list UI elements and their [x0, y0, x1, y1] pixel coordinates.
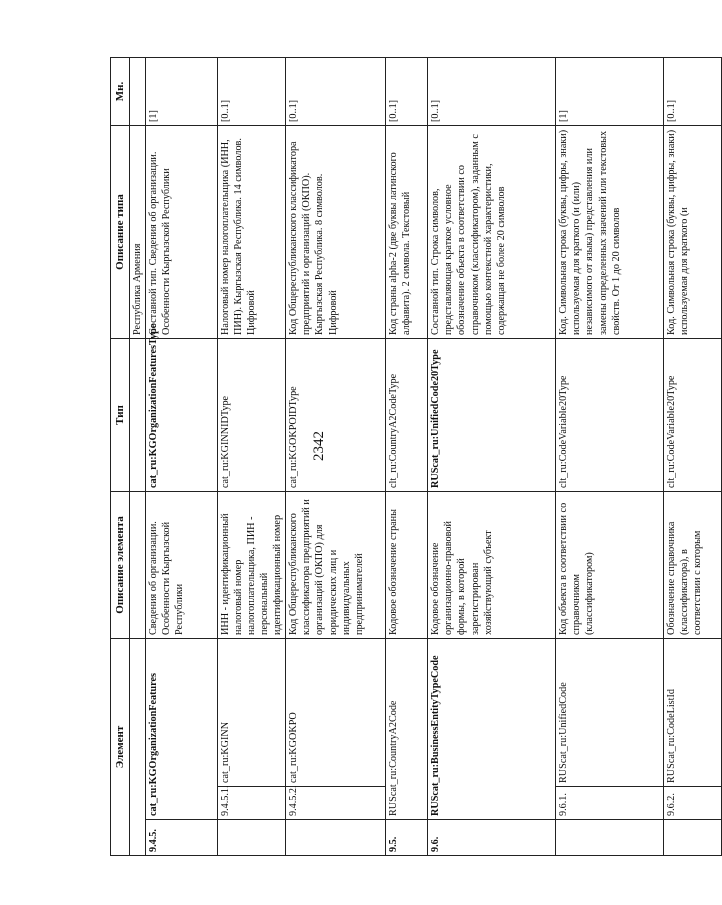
type-name-cell: clt_ru:CodeVariable20Type — [664, 339, 722, 492]
header-type-description: Описание типа — [111, 126, 130, 339]
table-row — [218, 58, 286, 856]
multiplicity-cell: [0..1] — [428, 58, 556, 126]
type-description-cell: Налоговый номер налогоплательщика (ИНН, ПИН). Кыргызская Республика. 14 символов. Цифровой — [218, 126, 286, 339]
header-multiplicity: Мн. — [111, 58, 130, 126]
table-row — [664, 58, 722, 856]
type-name-cell: cat_ru:KGOrganizationFeaturesType — [146, 339, 218, 492]
page-number: 2342 — [311, 431, 327, 461]
type-description-cell: Код. Символьная строка (буквы, цифры, знаки) используемая для краткого (и — [664, 126, 722, 339]
element-name-cell: RUScat_ru:BusinessEntityTypeCode — [428, 639, 556, 820]
element-name-cell: RUScat_ru:UnifiedCode — [556, 639, 664, 787]
multiplicity-cell: [0..1] — [664, 58, 722, 126]
element-description-cell: Кодовое обозначение организационно-правовой формы, в которой зарегистрирован хозяйствующий субъект — [428, 492, 556, 639]
element-description-cell: Код Общереспубликанского классификатора предприятий и организаций (ОКПО) для юридических лиц и индивидуальных предпринимателей — [286, 492, 386, 639]
row-number-cell — [218, 820, 286, 856]
header-element-description: Описание элемента — [111, 492, 130, 639]
multiplicity-cell: [0..1] — [386, 58, 428, 126]
table-row — [286, 58, 386, 856]
row-subnumber-cell: 9.6.2. — [664, 787, 722, 820]
table-row — [428, 58, 556, 856]
type-name-cell: cat_ru:KGOKPOIDType — [286, 339, 386, 492]
table-row — [556, 58, 664, 856]
element-description-cell: Кодовое обозначение страны — [386, 492, 428, 639]
header-type: Тип — [111, 339, 130, 492]
table-row-continued — [130, 58, 146, 856]
row-number-cell: 9.5. — [386, 820, 428, 856]
header-element: Элемент — [111, 639, 130, 856]
type-name-cell: clt_ru:CountryA2CodeType — [386, 339, 428, 492]
multiplicity-cell: [0..1] — [286, 58, 386, 126]
element-name-cell: cat_ru:KGINN — [218, 639, 286, 787]
type-name-cell: clt_ru:CodeVariable20Type — [556, 339, 664, 492]
element-name-cell: cat_ru:KGOKPO — [286, 639, 386, 787]
row-subnumber-cell: 9.4.5.1. — [218, 787, 286, 820]
row-subnumber-cell: 9.4.5.2. — [286, 787, 386, 820]
type-description-cell: Код. Символьная строка (буквы, цифры, знаки) используемая для краткого (и (или) независимого от языка) представления или замены определенных значений или текстовых свойств. От 1 до 20 символов — [556, 126, 664, 339]
element-description-cell: ИНН - идентификационный налоговый номер налогоплательщика, ПИН - персональный идентификационный номер — [218, 492, 286, 639]
schema-table — [110, 57, 722, 856]
row-number-cell — [556, 820, 664, 856]
table-row — [386, 58, 428, 856]
row-number-cell: 9.6. — [428, 820, 556, 856]
table-header-row — [111, 58, 130, 856]
element-name-cell: RUScat_ru:CodeListId — [664, 639, 722, 787]
multiplicity-cell: [1] — [556, 58, 664, 126]
document-sheet — [110, 58, 704, 856]
row-number-cell — [664, 820, 722, 856]
multiplicity-cell: [0..1] — [218, 58, 286, 126]
type-name-cell: cat_ru:KGINNIDType — [218, 339, 286, 492]
element-name-cell: RUScat_ru:CountryA2Code — [386, 639, 428, 820]
multiplicity-cell: [1] — [146, 58, 218, 126]
type-description-cell: Составной тип. Сведения об организации. Особенности Кыргызской Республики — [146, 126, 218, 339]
type-description-cell: Республика Армения — [130, 126, 146, 339]
row-subnumber-cell: 9.6.1. — [556, 787, 664, 820]
row-number-cell: 9.4.5. — [146, 820, 218, 856]
type-description-cell: Код Общереспубликанского классификатора предприятий и организаций (ОКПО). Кыргызская Республика. 8 символов. Цифровой — [286, 126, 386, 339]
type-name-cell: RUScat_ru:UnifiedCode20Type — [428, 339, 556, 492]
type-description-cell: Составной тип. Строка символов, представляющая краткое условное обозначение объекта в соответствии со справочником (классификатором), заданным с помощью контекстной характеристики, содержащая не более 20 символов — [428, 126, 556, 339]
element-description-cell: Сведения об организации. Особенности Кыргызской Республики — [146, 492, 218, 639]
row-number-cell — [286, 820, 386, 856]
element-description-cell: Код объекта в соответствии со справочником (классификатором) — [556, 492, 664, 639]
table-row — [146, 58, 218, 856]
element-name-cell: cat_ru:KGOrganizationFeatures — [146, 639, 218, 820]
element-description-cell: Обозначение справочника (классификатора), в соответствии с которым — [664, 492, 722, 639]
type-description-cell: Код страны alpha-2 (две буквы латинского алфавита). 2 символа. Текстовый — [386, 126, 428, 339]
